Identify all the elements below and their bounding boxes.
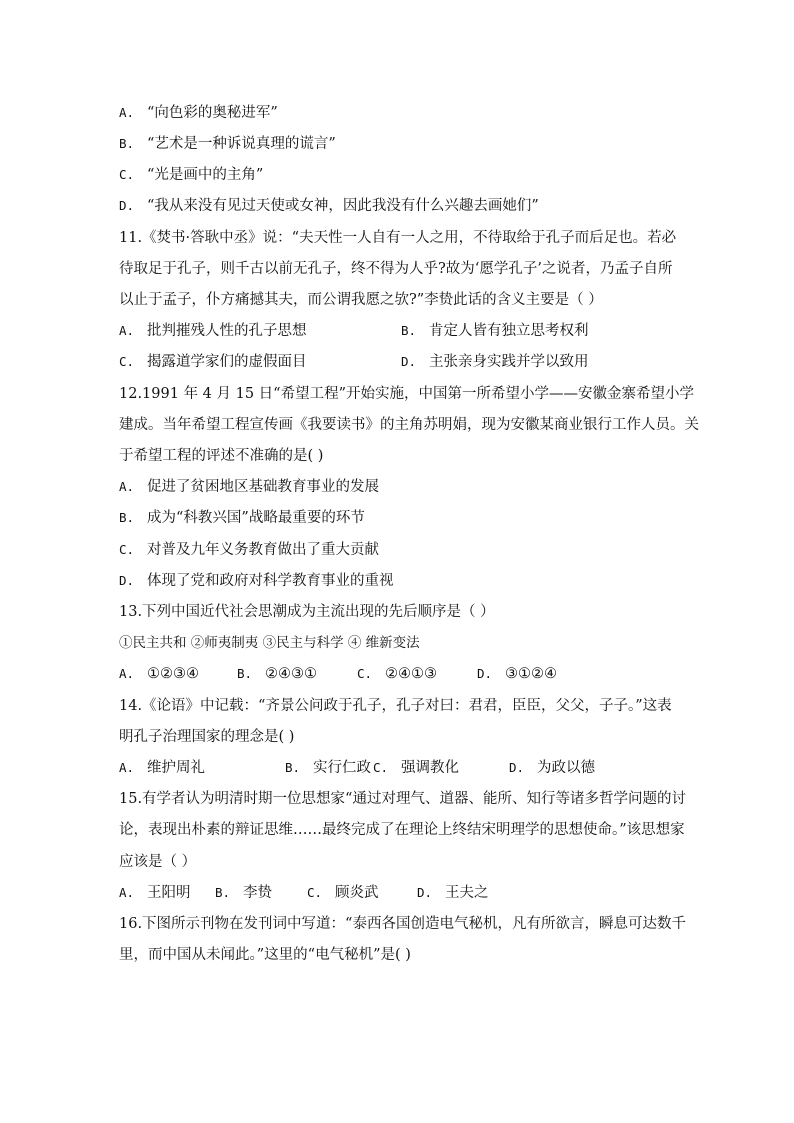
q14-option-a: A. 维护周礼 — [119, 760, 205, 776]
q10-option-d: D. “我从来没有见过天使或女神，因此我没有什么兴趣去画她们” — [119, 198, 539, 214]
q12-option-b: B. 成为“科教兴国”战略最重要的环节 — [119, 510, 365, 526]
q13-option-c: C. ②④①③ — [357, 666, 437, 682]
q12-stem-line-3: 于希望工程的评述不准确的是( ) — [119, 448, 324, 464]
q10-option-c: C. “光是画中的主角” — [119, 167, 264, 183]
q14-option-d: D. 为政以德 — [509, 760, 595, 776]
q13-stem: 13.下列中国近代社会思潮成为主流出现的先后顺序是（ ） — [119, 604, 495, 620]
q12-option-a: A. 促进了贫困地区基础教育事业的发展 — [119, 479, 379, 495]
q11-options-row-1: A. 批判摧残人性的孔子思想 B. 肯定人皆有独立思考权利 — [119, 323, 589, 339]
q14-option-c: C. 强调教化 — [373, 760, 459, 776]
q14-option-b: B. 实行仁政 — [285, 760, 371, 776]
q15-stem-line-1: 15.有学者认为明清时期一位思想家“通过对理气、道器、能所、知行等诸多哲学问题的讨 — [119, 791, 686, 807]
q14-stem-line-1: 14.《论语》中记载：“齐景公问政于孔子，孔子对曰：君君，臣臣，父父，子子。”这表 — [119, 698, 672, 714]
q12-stem-line-1: 12.1991 年 4 月 15 日“希望工程”开始实施，中国第一所希望小学——安徽金寨希望小学 — [119, 386, 695, 402]
q16-stem-line-2: 里，而中国从未闻此。”这里的“电气秘机”是( ) — [119, 947, 411, 963]
q15-stem-line-2: 论，表现出朴素的辩证思维……最终完成了在理论上终结宋明理学的思想使命。”该思想家 — [119, 822, 685, 838]
q12-stem-line-2: 建成。当年希望工程宣传画《我要读书》的主角苏明娟，现为安徽某商业银行工作人员。关 — [119, 417, 699, 433]
q10-option-b: B. “艺术是一种诉说真理的谎言” — [119, 136, 336, 152]
q13-items: ①民主共和 ②师夷制夷 ③民主与科学 ④ 维新变法 — [119, 635, 420, 651]
q15-option-d: D. 王夫之 — [417, 885, 489, 901]
q11-stem-line-2: 待取足于孔子，则千古以前无孔子，终不得为人乎?故为‘愿学孔子’之说者，乃孟子自所 — [119, 261, 673, 277]
q14-stem-line-2: 明孔子治理国家的理念是( ) — [119, 729, 295, 745]
q15-option-c: C. 顾炎武 — [307, 885, 379, 901]
q12-option-d: D. 体现了党和政府对科学教育事业的重视 — [119, 573, 394, 589]
q16-stem-line-1: 16.下图所示刊物在发刊词中写道：“泰西各国创造电气秘机，凡有所欲言，瞬息可达数千 — [119, 916, 686, 932]
q11-option-b: B. 肯定人皆有独立思考权利 — [401, 323, 589, 339]
q11-stem-line-1: 11.《焚书·答耿中丞》说：“夫天性一人自有一人之用，不待取给于孔子而后足也。若必 — [119, 230, 677, 246]
q11-option-d: D. 主张亲身实践并学以致用 — [401, 354, 589, 370]
q13-option-b: B. ②④③① — [237, 666, 317, 682]
q11-stem-line-3: 以止于孟子，仆方痛撼其夫，而公谓我愿之欤?”李贽此话的含义主要是（ ） — [119, 292, 603, 308]
q15-stem-line-3: 应该是（ ） — [119, 854, 197, 870]
q13-option-d: D. ③①②④ — [477, 666, 557, 682]
q13-option-a: A. ①②③④ — [119, 666, 199, 682]
q10-option-a: A. “向色彩的奥秘进军” — [119, 105, 278, 121]
q15-option-b: B. 李贽 — [215, 885, 272, 901]
q11-options-row-2: C. 揭露道学家们的虚假面目 D. 主张亲身实践并学以致用 — [119, 354, 589, 370]
q12-option-c: C. 对普及九年义务教育做出了重大贡献 — [119, 542, 379, 558]
q15-option-a: A. 王阳明 — [119, 885, 191, 901]
